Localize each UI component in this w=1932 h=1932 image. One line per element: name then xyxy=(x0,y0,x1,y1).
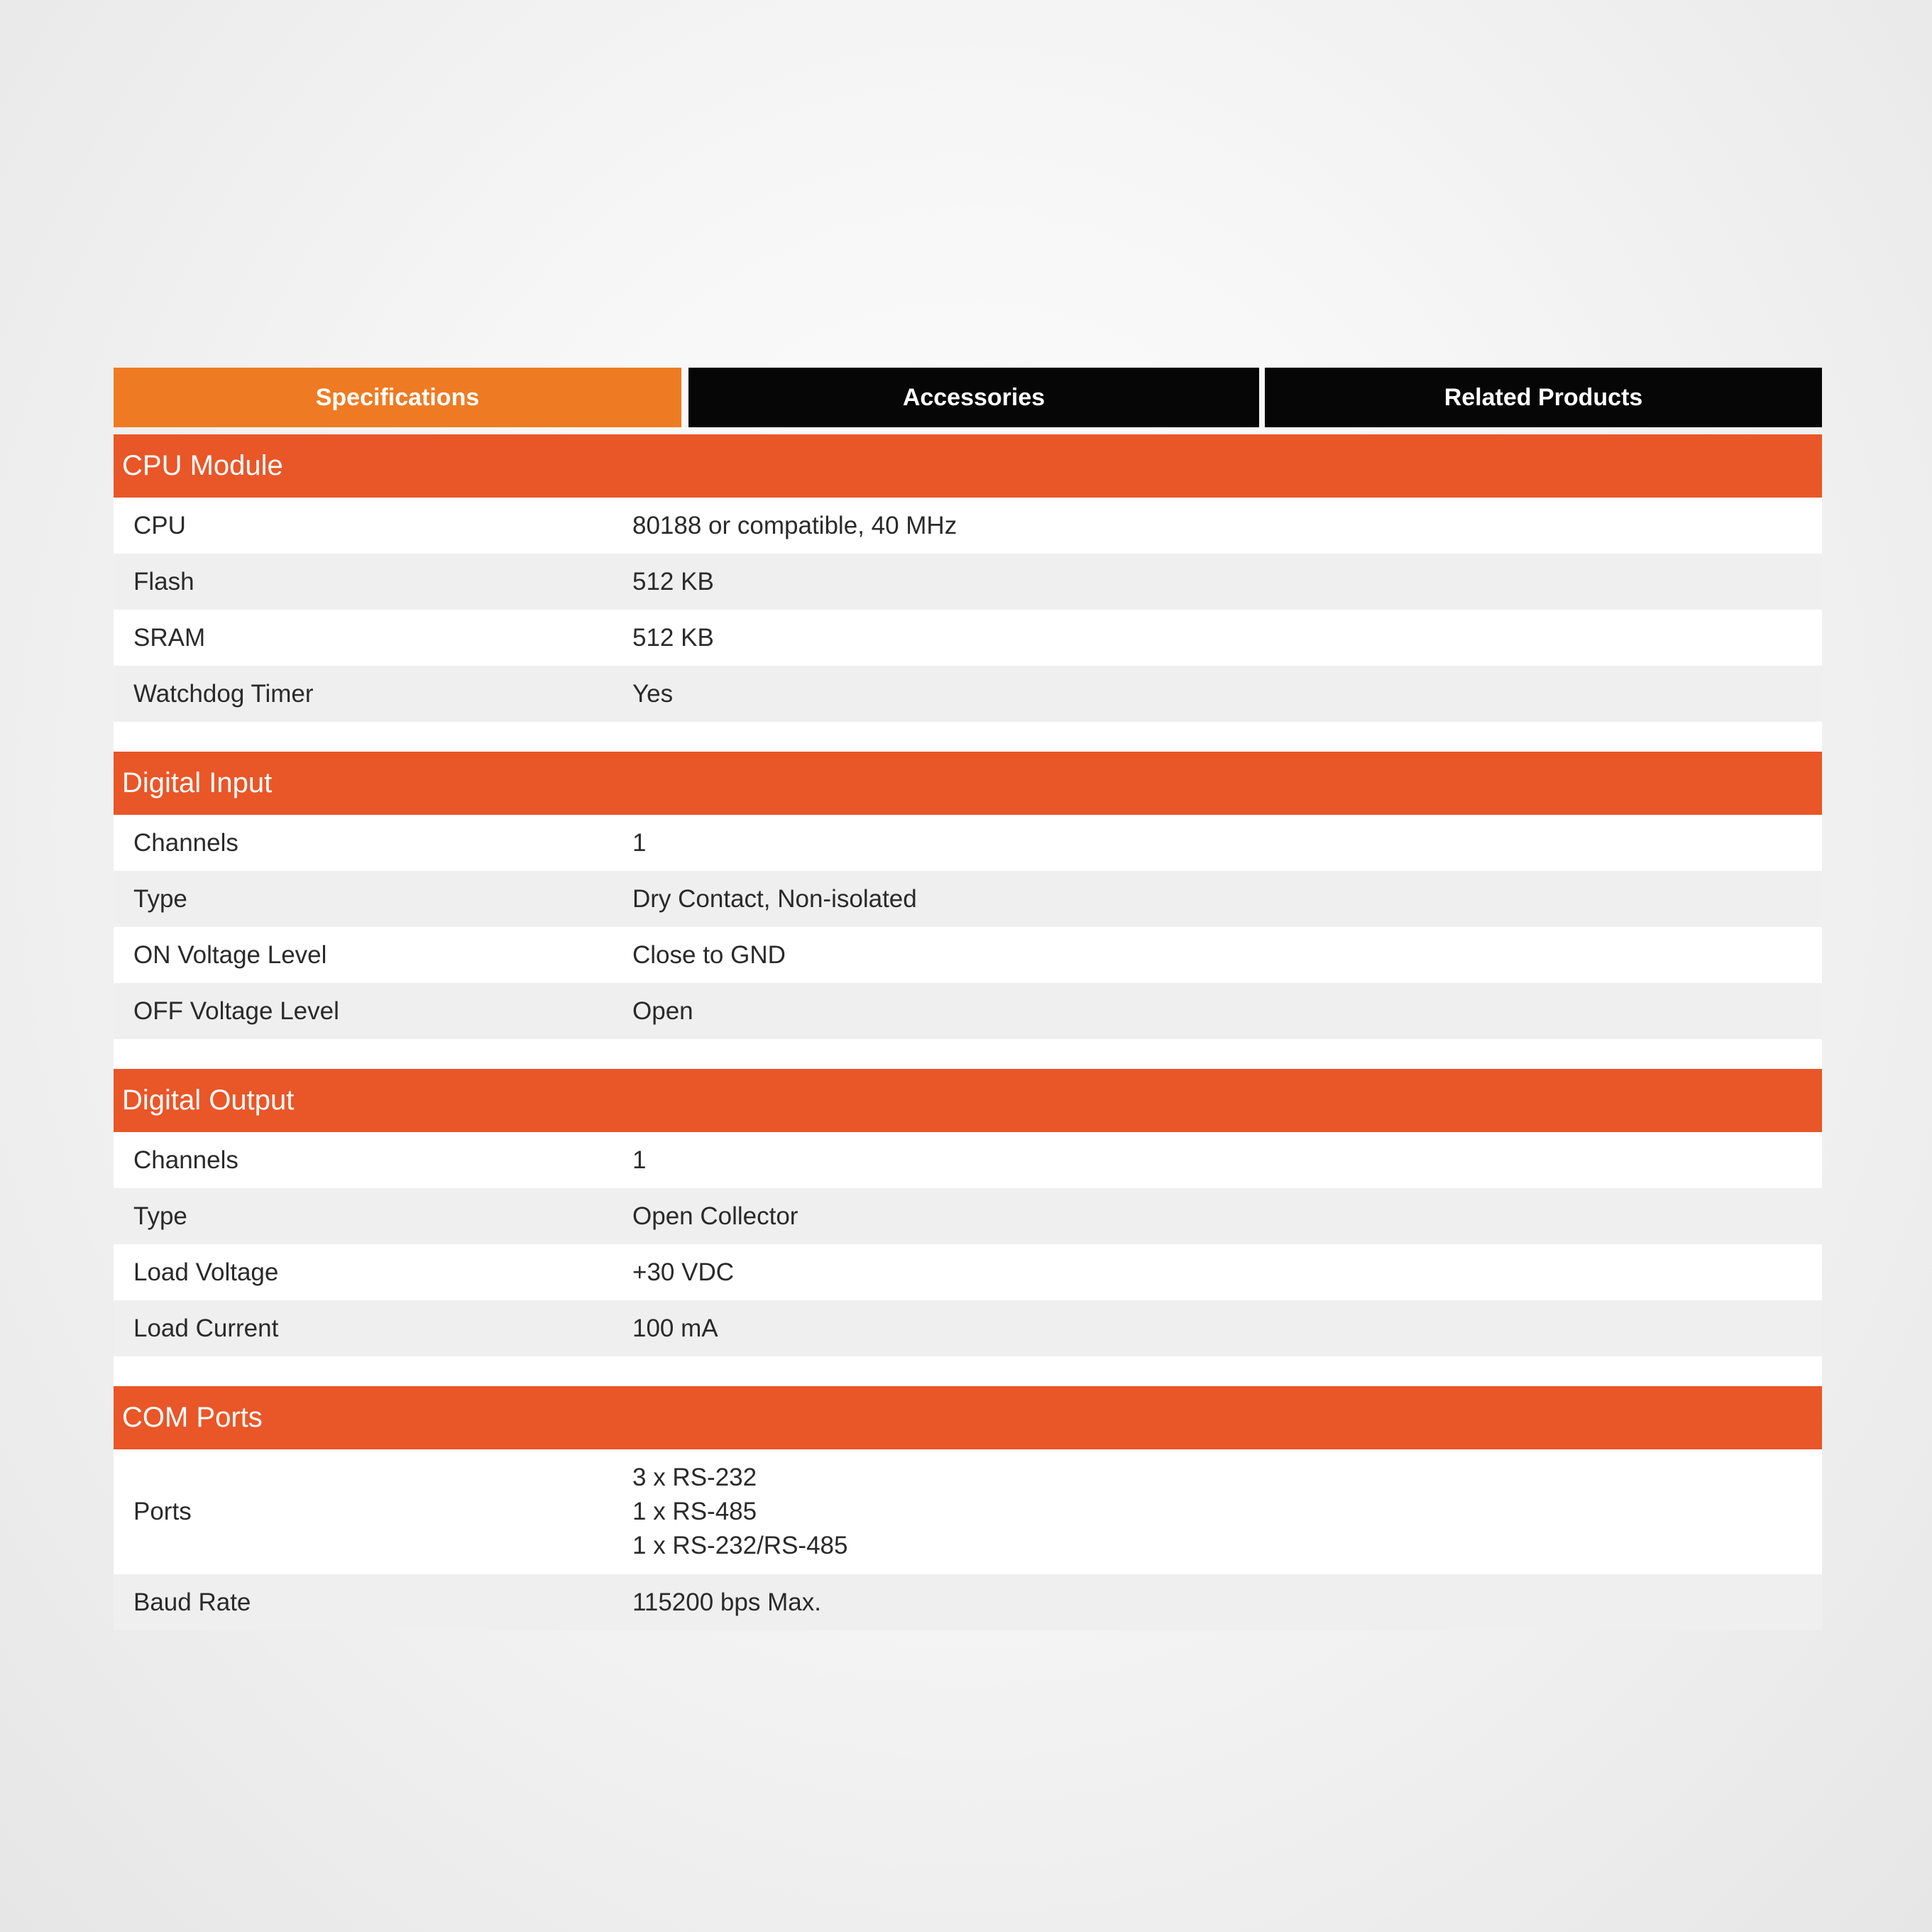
spec-row xyxy=(114,610,1822,666)
spec-label: Channels xyxy=(133,828,238,857)
tab-bar xyxy=(114,368,1822,427)
tab-specifications[interactable]: Specifications xyxy=(114,368,681,427)
spec-label: ON Voltage Level xyxy=(133,940,327,969)
spec-row xyxy=(114,1574,1822,1630)
spec-value: Close to GND xyxy=(632,940,786,969)
spec-value: 512 KB xyxy=(632,623,714,652)
spec-value: 115200 bps Max. xyxy=(632,1588,821,1616)
spec-value: 512 KB xyxy=(632,567,714,595)
spec-value xyxy=(632,1461,1822,1563)
spec-value-line: 1 x RS-485 xyxy=(632,1498,757,1525)
spec-value: Dry Contact, Non-isolated xyxy=(632,884,917,913)
spec-label: Baud Rate xyxy=(133,1588,251,1616)
section-digital-input xyxy=(114,752,1822,1069)
spec-value: 100 mA xyxy=(632,1314,718,1342)
spec-row xyxy=(114,1449,1822,1574)
spec-value: +30 VDC xyxy=(632,1258,734,1286)
spec-row xyxy=(114,1132,1822,1188)
spec-value: Open xyxy=(632,997,693,1025)
section-spacer xyxy=(114,1039,1822,1069)
spec-value: 1 xyxy=(632,828,647,857)
spec-label: CPU xyxy=(133,511,186,539)
spec-row xyxy=(114,666,1822,722)
spec-row xyxy=(114,1188,1822,1244)
spec-row xyxy=(114,498,1822,554)
spec-value: 1 xyxy=(632,1146,647,1174)
spec-row xyxy=(114,871,1822,927)
section-title: COM Ports xyxy=(114,1386,1822,1449)
spec-label: Flash xyxy=(133,567,194,595)
spec-row xyxy=(114,1244,1822,1300)
spec-label: Type xyxy=(133,884,187,913)
section-com-ports xyxy=(114,1386,1822,1630)
tab-accessories[interactable]: Accessories xyxy=(688,368,1259,427)
spec-label: Load Current xyxy=(133,1314,279,1342)
spec-value: 80188 or compatible, 40 MHz xyxy=(632,511,957,539)
spec-row xyxy=(114,554,1822,610)
spec-row xyxy=(114,1300,1822,1356)
spec-value-line: 1 x RS-232/RS-485 xyxy=(632,1532,848,1559)
spec-label: Ports xyxy=(133,1498,192,1525)
spec-label: OFF Voltage Level xyxy=(133,997,339,1025)
spec-value: Yes xyxy=(632,679,674,708)
spec-label: Channels xyxy=(133,1146,238,1174)
specifications-panel xyxy=(114,368,1822,1630)
section-title: Digital Input xyxy=(114,752,1822,815)
spec-label: SRAM xyxy=(133,623,206,652)
section-spacer xyxy=(114,722,1822,752)
spec-row xyxy=(114,927,1822,983)
spec-label: Watchdog Timer xyxy=(133,679,314,708)
spec-row xyxy=(114,983,1822,1039)
section-spacer xyxy=(114,1356,1822,1386)
spec-value-line: 3 x RS-232 xyxy=(632,1464,757,1491)
section-title: CPU Module xyxy=(114,434,1822,498)
section-digital-output xyxy=(114,1069,1822,1386)
section-title: Digital Output xyxy=(114,1069,1822,1132)
tab-related-products[interactable]: Related Products xyxy=(1265,368,1822,427)
spec-label: Load Voltage xyxy=(133,1258,279,1286)
spec-row xyxy=(114,815,1822,871)
spec-label: Type xyxy=(133,1202,187,1230)
section-cpu-module xyxy=(114,434,1822,752)
spec-value: Open Collector xyxy=(632,1202,798,1230)
